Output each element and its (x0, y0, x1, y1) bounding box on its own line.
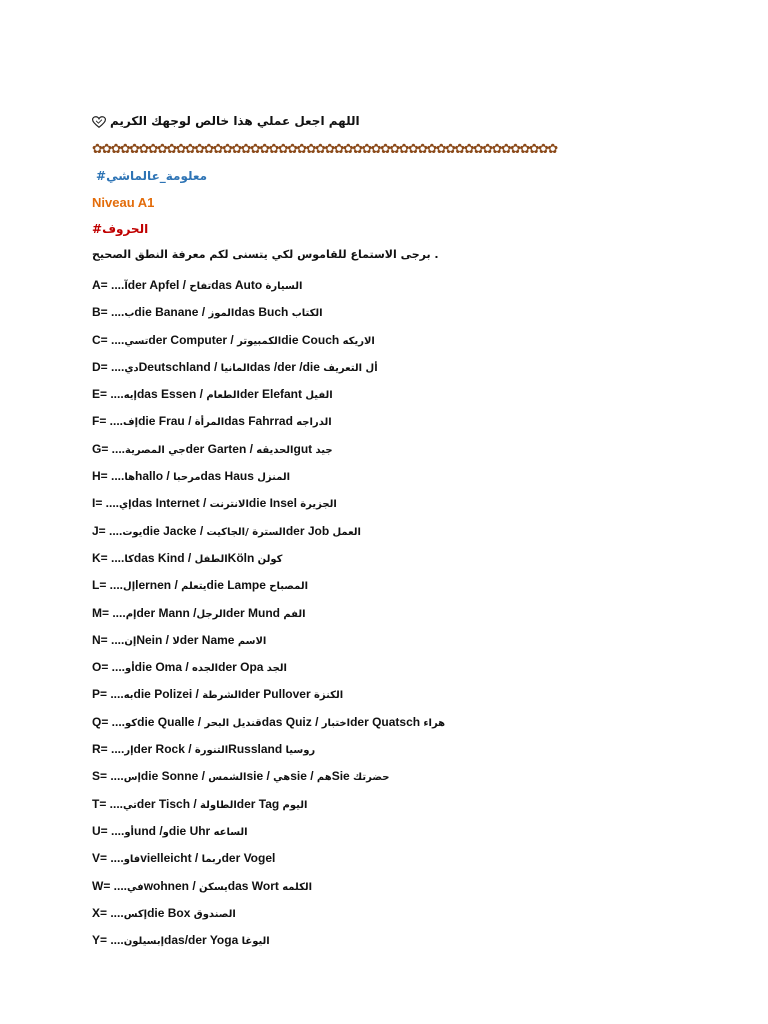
arabic-text: إبسيلون (123, 936, 165, 948)
german-text: die Lampe (206, 578, 270, 593)
alphabet-row (92, 327, 732, 354)
german-text: das Wort (227, 878, 283, 893)
arabic-text: الطاولة (200, 799, 237, 811)
arabic-text: هراء (423, 717, 446, 729)
german-text: sie / (290, 769, 317, 784)
german-text: Sie (331, 769, 354, 784)
alphabet-row (92, 545, 732, 572)
alphabet-list (92, 272, 732, 954)
german-text: D= .... (92, 359, 125, 374)
german-text: die Box (147, 905, 194, 920)
arabic-text: هي (273, 772, 291, 784)
arabic-text: المرأة (194, 417, 225, 429)
arabic-text: كولن (257, 553, 283, 565)
german-text: U= .... (92, 823, 125, 838)
alphabet-row (92, 627, 732, 654)
german-text: der Quatsch (350, 714, 424, 729)
german-text: der Apfel / (127, 278, 190, 292)
german-text: der Garten / (185, 441, 257, 456)
german-text: M= .... (92, 605, 126, 620)
alphabet-row (92, 791, 732, 818)
german-text: die Qualle / (137, 714, 205, 729)
german-text: C= .... (92, 332, 125, 347)
german-text: wohnen / (143, 878, 200, 893)
german-text: die Jacke / (142, 523, 207, 538)
arabic-text: اليوم (282, 799, 308, 811)
german-text: der Pullover (241, 687, 314, 702)
german-text: S= .... (92, 769, 124, 784)
german-text: das Haus (200, 469, 258, 484)
german-text: das/der Yoga (164, 933, 242, 948)
german-text: das Auto (211, 278, 266, 292)
arabic-text: الساعه (213, 826, 248, 838)
arabic-text: كا (124, 553, 134, 565)
arabic-text: يوت (122, 526, 143, 538)
arabic-text: إكس (123, 908, 148, 920)
alphabet-row (92, 681, 732, 708)
german-text: die Frau / (138, 414, 195, 429)
alphabet-row (92, 436, 732, 463)
arabic-text: المصباح (269, 581, 309, 593)
german-text: der Computer / (148, 332, 238, 347)
arabic-text: حضرتك (353, 772, 390, 784)
arabic-text: الطفل (194, 553, 228, 565)
arabic-text: الجده (192, 663, 219, 675)
arabic-text: الصندوق (193, 908, 236, 920)
arabic-text: في (127, 881, 144, 893)
german-text: der Tisch / (136, 796, 201, 811)
alphabet-row (92, 654, 732, 681)
german-text: das Essen / (136, 387, 207, 402)
arabic-text: السيارة (265, 281, 303, 292)
arabic-text: إي (119, 499, 132, 511)
arabic-text: الفيل (305, 390, 333, 402)
alphabet-row (92, 572, 732, 599)
arabic-text: تفاح (189, 281, 212, 292)
german-text: W= .... (92, 878, 128, 893)
german-text: der Mund (226, 605, 284, 620)
alphabet-row (92, 354, 732, 381)
alphabet-row (92, 763, 732, 790)
arabic-text: إر (124, 745, 134, 757)
german-text: die Oma / (134, 660, 193, 675)
arabic-text: الموز (208, 308, 235, 320)
intro-text: برجى الاستماع للقاموس لكي يتسنى لكم معرفة النطق الصحيح . (92, 248, 439, 261)
alphabet-row (92, 463, 732, 490)
german-text: die Banane / (134, 305, 209, 320)
arabic-text: جي المصرية (125, 444, 186, 456)
german-text: und / (134, 823, 163, 838)
arabic-text: يتعلم (181, 581, 207, 593)
arabic-text: لا (172, 635, 180, 647)
arabic-text: روسيا (285, 745, 316, 757)
arabic-text: إم (125, 608, 137, 620)
german-text: der Rock / (133, 742, 195, 757)
arabic-text: الاسم (237, 635, 267, 647)
german-text: die Polizei / (133, 687, 203, 702)
german-text: gut (293, 441, 316, 456)
heart-icon (92, 116, 106, 128)
alphabet-row (92, 600, 732, 627)
star-border: ✿✿✿✿✿✿✿✿✿✿✿✿✿✿✿✿✿✿✿✿✿✿✿✿✿✿✿✿✿✿✿✿✿✿✿✿✿✿✿✿✿✿✿✿✿✿✿✿✿✿ (92, 142, 557, 157)
arabic-text: إن (124, 635, 137, 647)
german-text: der Job (285, 523, 333, 538)
arabic-text: الكلمه (282, 881, 313, 893)
arabic-text: الانترنت (209, 499, 249, 511)
german-text: Y= .... (92, 933, 124, 948)
german-text: hallo / (135, 469, 174, 484)
alphabet-row (92, 408, 732, 435)
german-text: Q= .... (92, 714, 126, 729)
german-text: Deutschland / (138, 359, 221, 374)
arabic-text: السترة /الجاكيت (206, 526, 286, 538)
dua-line (92, 114, 360, 128)
arabic-text: أل التعريف (323, 362, 378, 374)
german-text: L= .... (92, 578, 124, 593)
arabic-text: به (123, 690, 134, 702)
german-text: sie / (246, 769, 274, 784)
dua-text: اللهم اجعل عملي هذا خالص لوجهك الكريم (110, 114, 360, 128)
german-text: J= .... (92, 523, 123, 538)
arabic-text: الجد (266, 663, 287, 675)
german-text: das Buch (234, 305, 292, 320)
german-text: N= .... (92, 632, 125, 647)
arabic-text: الرجل (196, 608, 227, 620)
german-text: P= .... (92, 687, 124, 702)
german-text: R= .... (92, 742, 125, 757)
german-text: das /der /die (249, 359, 324, 374)
arabic-text: ب (124, 308, 135, 320)
alphabet-row (92, 927, 732, 954)
german-text: der Tag (236, 796, 283, 811)
alphabet-row (92, 518, 732, 545)
alphabet-row (92, 381, 732, 408)
german-text: die Sonne / (140, 769, 209, 784)
german-text: H= .... (92, 469, 125, 484)
alphabet-row (92, 272, 732, 299)
german-text: die Insel (248, 496, 301, 511)
german-text: der Elefant (239, 387, 306, 402)
german-text: der Mann / (136, 605, 197, 620)
arabic-text: الكمبيوتر (237, 335, 282, 347)
arabic-text: العمل (332, 526, 361, 538)
arabic-text: الشمس (208, 772, 247, 784)
arabic-text: تسي (124, 335, 149, 347)
german-text: der Vogel (221, 851, 276, 866)
arabic-text: كو (125, 717, 138, 729)
german-text: lernen / (135, 578, 182, 593)
german-text: O= .... (92, 660, 126, 675)
arabic-text: اليوغا (241, 936, 270, 948)
german-text: Nein / (136, 632, 173, 647)
arabic-text: المنزل (257, 472, 291, 484)
arabic-text: جيد (315, 444, 333, 456)
arabic-text: تي (123, 799, 137, 811)
arabic-text: دي (124, 362, 139, 374)
hashtag-title: #معلومة_عالماشي (96, 169, 208, 183)
arabic-text: ها (124, 472, 136, 484)
german-text: F= .... (92, 414, 124, 429)
arabic-text: مرحبا (173, 472, 201, 484)
alphabet-row (92, 845, 732, 872)
arabic-text: إس (123, 772, 141, 784)
arabic-text: قنديل البحر (204, 717, 262, 729)
german-text: vielleicht / (140, 851, 202, 866)
arabic-text: و (162, 826, 169, 838)
german-text: G= .... (92, 441, 126, 456)
german-text: die Couch (281, 332, 343, 347)
section-heading: #الحروف (92, 222, 149, 236)
arabic-text: الطعام (206, 390, 240, 402)
german-text: T= .... (92, 796, 124, 811)
arabic-text: الدراجه (296, 417, 332, 429)
arabic-text: أو (125, 663, 135, 675)
arabic-text: الاريكه (342, 335, 375, 347)
german-text: der Opa (218, 660, 267, 675)
arabic-text: إيه (123, 390, 137, 402)
german-text: das Internet / (131, 496, 210, 511)
german-text: B= .... (92, 305, 125, 320)
arabic-text: آ (124, 281, 128, 292)
german-text: V= .... (92, 851, 124, 866)
arabic-text: أو (124, 826, 134, 838)
german-text: K= .... (92, 550, 125, 565)
german-text: das Fahrrad (224, 414, 297, 429)
alphabet-row (92, 490, 732, 517)
arabic-text: إف (123, 417, 139, 429)
arabic-text: يسكن (199, 881, 228, 893)
german-text: das Quiz / (261, 714, 322, 729)
alphabet-row (92, 299, 732, 326)
arabic-text: الحديقه (256, 444, 294, 456)
german-text: das Kind / (133, 550, 195, 565)
arabic-text: التنورة (194, 745, 229, 757)
arabic-text: ربما (201, 854, 222, 866)
german-text: Russland (228, 742, 286, 757)
german-text: der Name (179, 632, 238, 647)
alphabet-row (92, 736, 732, 763)
arabic-text: الكنزة (313, 690, 344, 702)
arabic-text: هم (316, 772, 332, 784)
arabic-text: الكتاب (291, 308, 323, 320)
german-text: E= .... (92, 387, 124, 402)
arabic-text: اختبار (321, 717, 351, 729)
german-text: Köln (227, 550, 258, 565)
arabic-text: الجزيرة (300, 499, 337, 511)
german-text: A= .... (92, 278, 125, 292)
arabic-text: إل (123, 581, 136, 593)
arabic-text: فاو (123, 854, 141, 866)
german-text: I= .... (92, 496, 120, 511)
alphabet-row (92, 818, 732, 845)
german-text: X= .... (92, 905, 124, 920)
level-heading: Niveau A1 (92, 195, 155, 210)
arabic-text: المانيا (220, 362, 250, 374)
arabic-text: الشرطة (202, 690, 242, 702)
alphabet-row (92, 873, 732, 900)
alphabet-row (92, 900, 732, 927)
alphabet-row (92, 709, 732, 736)
arabic-text: الفم (283, 608, 306, 620)
german-text: die Uhr (168, 823, 214, 838)
